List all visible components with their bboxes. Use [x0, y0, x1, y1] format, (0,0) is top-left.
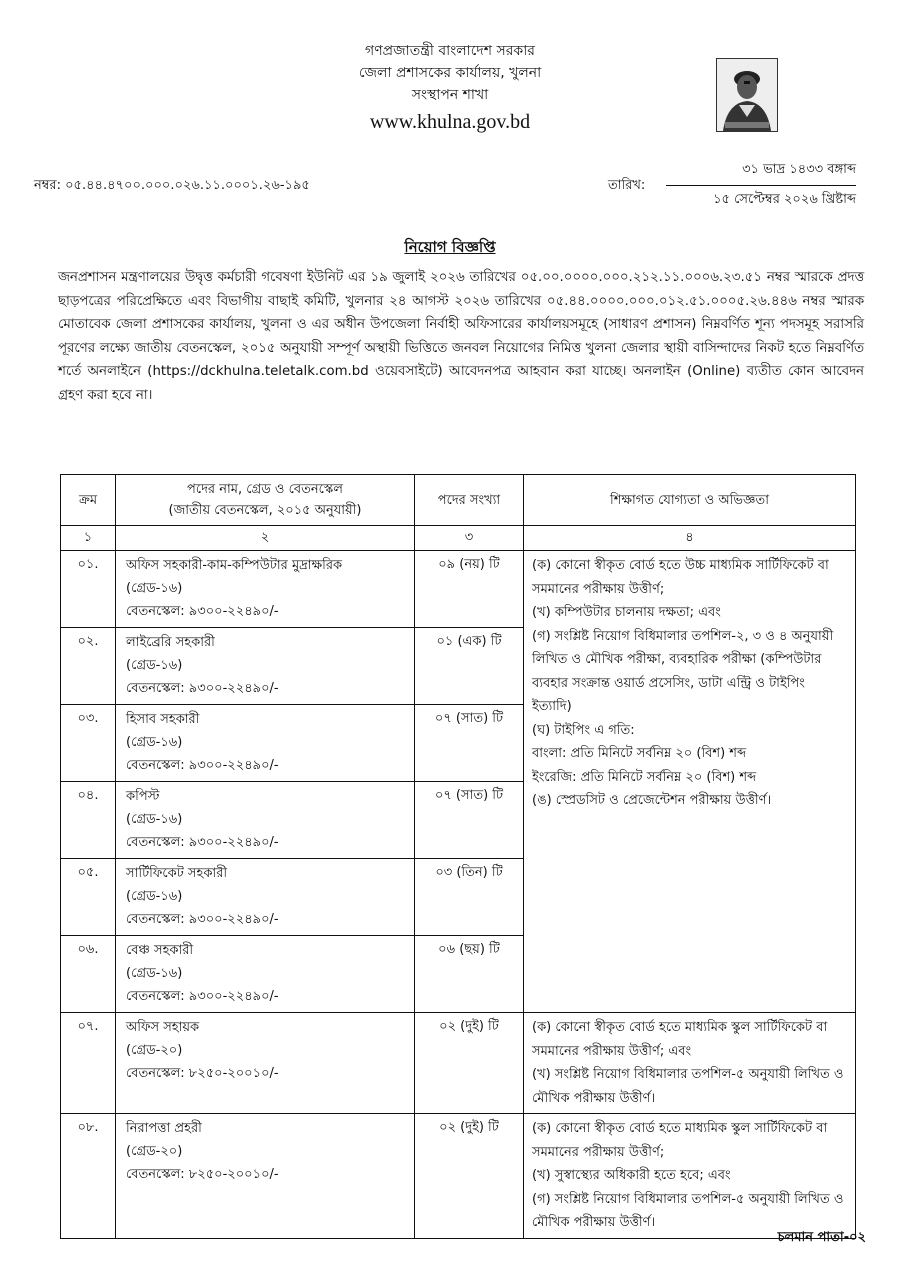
- qualification-cell: [524, 551, 856, 1013]
- post-scale: বেতনস্কেল: ৯৩০০-২২৪৯০/-: [126, 912, 279, 927]
- post-scale: বেতনস্কেল: ৯৩০০-২২৪৯০/-: [126, 758, 279, 773]
- website-url: www.khulna.gov.bd: [369, 111, 531, 133]
- section-name: সংস্থাপন শাখা: [411, 87, 489, 103]
- post-grade: (গ্রেড-১৬): [126, 812, 183, 827]
- post-name: বেঞ্চ সহকারী: [126, 943, 194, 958]
- qualification-item: ইংরেজি: প্রতি মিনিটে সর্বনিম্ন ২০ (বিশ) শব্দ: [532, 769, 757, 785]
- row-serial: ০৫.: [61, 859, 116, 936]
- post-name: সার্টিফিকেট সহকারী: [126, 866, 228, 881]
- qualification-item: (ঙ) স্প্রেডসিট ও প্রেজেন্টেশন পরীক্ষায় উত্তীর্ণ।: [532, 793, 772, 808]
- qualification-item: (গ) সংশ্লিষ্ট নিয়োগ বিধিমালার তপশিল-৫ অনুযায়ী লিখিত ও মৌখিক পরীক্ষায় উত্তীর্ণ।: [532, 1191, 844, 1230]
- date-label: তারিখ:: [608, 178, 646, 193]
- post-cell: [116, 859, 415, 936]
- post-count: ০৩ (তিন) টি: [415, 859, 524, 936]
- date-gregorian: ১৫ সেপ্টেম্বর ২০২৬ খ্রিষ্টাব্দ: [713, 192, 856, 207]
- qualification-cell: [524, 1013, 856, 1114]
- post-grade: (গ্রেড-২০): [126, 1144, 183, 1159]
- post-scale: বেতনস্কেল: ৮২৫০-২০০১০/-: [126, 1167, 279, 1182]
- qualification-item: (ঘ) টাইপিং এ গতি:: [532, 722, 635, 738]
- post-scale: বেতনস্কেল: ৮২৫০-২০০১০/-: [126, 1066, 279, 1081]
- header-post-line1: পদের নাম, গ্রেড ও বেতনস্কেল: [187, 482, 343, 497]
- row-serial: ০৬.: [61, 936, 116, 1013]
- post-count: ০৬ (ছয়) টি: [415, 936, 524, 1013]
- post-grade: (গ্রেড-১৬): [126, 966, 183, 981]
- qualification-item: (খ) সুস্বাস্থ্যের অধিকারী হতে হবে; এবং: [532, 1168, 731, 1183]
- table-row: [61, 1114, 856, 1239]
- qualification-item: (গ) সংশ্লিষ্ট নিয়োগ বিধিমালার তপশিল-২, ৩ ও ৪ অনুযায়ী লিখিত ও মৌখিক পরীক্ষা, ব্যবহারিক পরীক্ষা (কম্পিউটার ব্যবহার সংক্রান্ত ওয়ার্ড প্রসেসিং, ডাটা এন্ট্রি ও টাইপিং ইত্যাদি): [532, 628, 834, 714]
- table-row: [61, 551, 856, 628]
- intro-paragraph: জনপ্রশাসন মন্ত্রণালয়ের উদ্বৃত্ত কর্মচারী গবেষণা ইউনিট এর ১৯ জুলাই ২০২৬ তারিখের ০৫.০০.০০০০.০০০.২১২.১১.০০০৬.২৩.৫১ নম্বর স্মারকে প্রদত্ত ছাড়পত্রের পরিপ্রেক্ষিতে এবং বিভাগীয় বাছাই কমিটি, খুলনার ২৪ আগস্ট ২০২৬ তারিখের ০৫.৪৪.০০০০.০০০.০১২.৫১.০০০৫.২৬.৪৪৬ নম্বর স্মারক মোতাবেক জেলা প্রশাসকের কার্যালয়, খুলনা ও এর অধীন উপজেলা নির্বাহী অফিসারের কার্যালয়সমূহে (সাধারণ প্রশাসন) নিম্নবর্ণিত শূন্য পদসমূহ সরাসরি পূরণের লক্ষ্যে জাতীয় বেতনস্কেল, ২০১৫ অনুযায়ী সম্পূর্ণ অস্থায়ী ভিত্তিতে জনবল নিয়োগের নিমিত্ত খুলনা জেলার স্থায়ী বাসিন্দাদের নিকট হতে নিম্নবর্ণিত শর্তে অনলাইনে (https://dckhulna.teletalk.com.bd ওয়েবসাইটে) আবেদনপত্র আহবান করা যাচ্ছে। অনলাইন (Online) ব্যতীত কোন আবেদন গ্রহণ করা হবে না।: [58, 270, 864, 403]
- date-block: [666, 160, 856, 211]
- post-cell: [116, 1013, 415, 1114]
- table-row: [61, 1013, 856, 1114]
- row-serial: ০৩.: [61, 705, 116, 782]
- post-grade: (গ্রেড-১৬): [126, 889, 183, 904]
- post-scale: বেতনস্কেল: ৯৩০০-২২৪৯০/-: [126, 989, 279, 1004]
- post-cell: [116, 782, 415, 859]
- qualification-item: (খ) সংশ্লিষ্ট নিয়োগ বিধিমালার তপশিল-৫ অনুযায়ী লিখিত ও মৌখিক পরীক্ষায় উত্তীর্ণ।: [532, 1067, 844, 1106]
- post-grade: (গ্রেড-১৬): [126, 658, 183, 673]
- post-count: ০৯ (নয়) টি: [415, 551, 524, 628]
- post-count: ০২ (দুই) টি: [415, 1013, 524, 1114]
- post-name: হিসাব সহকারী: [126, 712, 200, 727]
- row-serial: ০২.: [61, 628, 116, 705]
- post-name: নিরাপত্তা প্রহরী: [126, 1121, 202, 1136]
- post-name: অফিস সহকারী-কাম-কম্পিউটার মুদ্রাক্ষরিক: [126, 558, 343, 573]
- header-post-line2: (জাতীয় বেতনস্কেল, ২০১৫ অনুযায়ী): [168, 503, 362, 518]
- post-count: ০২ (দুই) টি: [415, 1114, 524, 1239]
- table-header-row: [61, 475, 856, 526]
- post-name: লাইব্রেরি সহকারী: [126, 635, 215, 650]
- header-serial: ক্রম: [61, 475, 116, 526]
- notice-title: [0, 236, 900, 261]
- post-scale: বেতনস্কেল: ৯৩০০-২২৪৯০/-: [126, 835, 279, 850]
- continued-page-note: চলমান পাতা-০২: [777, 1230, 866, 1245]
- notice-title-text: নিয়োগ বিজ্ঞপ্তি: [404, 238, 496, 256]
- row-serial: ০৪.: [61, 782, 116, 859]
- post-cell: [116, 936, 415, 1013]
- header-post: [116, 475, 415, 526]
- qualification-cell: [524, 1114, 856, 1239]
- govt-name: গণপ্রজাতন্ত্রী বাংলাদেশ সরকার: [365, 43, 535, 59]
- column-number: ৩: [415, 526, 524, 551]
- vacancy-table: [60, 474, 856, 1239]
- column-number-row: [61, 526, 856, 551]
- row-serial: ০১.: [61, 551, 116, 628]
- qualification-item: (খ) কম্পিউটার চালনায় দক্ষতা; এবং: [532, 605, 721, 620]
- post-name: কপিস্ট: [126, 789, 160, 804]
- qualification-item: (ক) কোনো স্বীকৃত বোর্ড হতে মাধ্যমিক স্কুল সার্টিফিকেট বা সমমানের পরীক্ষায় উত্তীর্ণ;: [532, 1121, 828, 1160]
- post-cell: [116, 551, 415, 628]
- post-grade: (গ্রেড-২০): [126, 1043, 183, 1058]
- post-scale: বেতনস্কেল: ৯৩০০-২২৪৯০/-: [126, 681, 279, 696]
- post-grade: (গ্রেড-১৬): [126, 735, 183, 750]
- column-number: ২: [116, 526, 415, 551]
- post-count: ০৭ (সাত) টি: [415, 705, 524, 782]
- qualification-item: (ক) কোনো স্বীকৃত বোর্ড হতে মাধ্যমিক স্কুল সার্টিফিকেট বা সমমানের পরীক্ষায় উত্তীর্ণ; এবং: [532, 1020, 828, 1059]
- column-number: ১: [61, 526, 116, 551]
- qualification-item: (ক) কোনো স্বীকৃত বোর্ড হতে উচ্চ মাধ্যমিক সার্টিফিকেট বা সমমানের পরীক্ষায় উত্তীর্ণ;: [532, 558, 829, 597]
- post-cell: [116, 705, 415, 782]
- column-number: ৪: [524, 526, 856, 551]
- office-name: জেলা প্রশাসকের কার্যালয়, খুলনা: [358, 65, 542, 81]
- post-scale: বেতনস্কেল: ৯৩০০-২২৪৯০/-: [126, 604, 279, 619]
- qualification-item: বাংলা: প্রতি মিনিটে সর্বনিম্ন ২০ (বিশ) শব্দ: [532, 746, 747, 761]
- memo-number: নম্বর: ০৫.৪৪.৪৭০০.০০০.০২৬.১১.০০০১.২৬-১৯৫: [34, 178, 310, 193]
- post-name: অফিস সহায়ক: [126, 1020, 200, 1035]
- portrait-image: [716, 58, 778, 132]
- post-cell: [116, 628, 415, 705]
- post-count: ০১ (এক) টি: [415, 628, 524, 705]
- header-qualification: শিক্ষাগত যোগ্যতা ও অভিজ্ঞতা: [524, 475, 856, 526]
- date-bangla: ৩১ ভাদ্র ১৪৩৩ বঙ্গাব্দ: [666, 160, 856, 186]
- header-count: পদের সংখ্যা: [415, 475, 524, 526]
- row-serial: ০৮.: [61, 1114, 116, 1239]
- post-grade: (গ্রেড-১৬): [126, 581, 183, 596]
- post-cell: [116, 1114, 415, 1239]
- post-count: ০৭ (সাত) টি: [415, 782, 524, 859]
- row-serial: ০৭.: [61, 1013, 116, 1114]
